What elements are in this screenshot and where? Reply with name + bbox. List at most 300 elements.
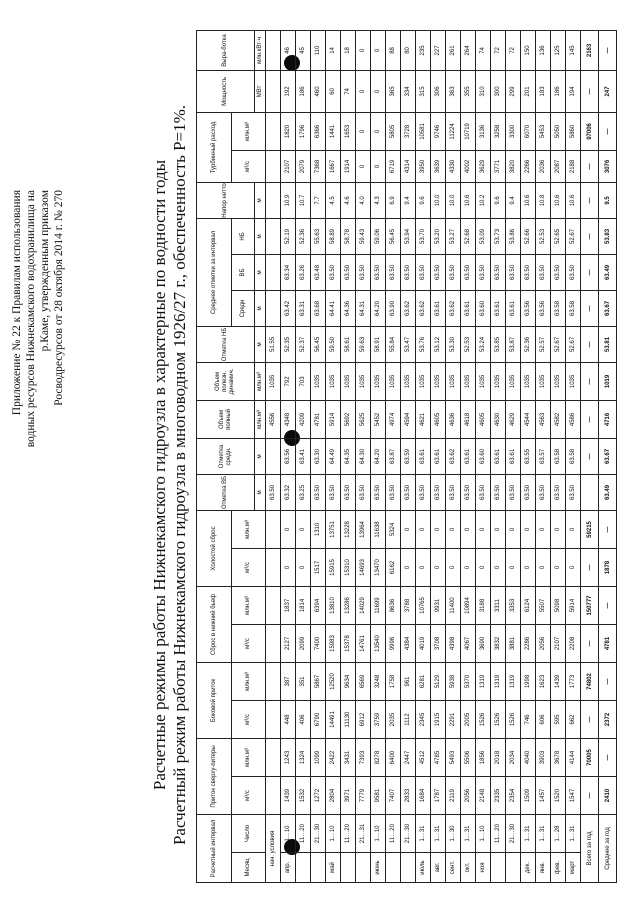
- value-cell: 13751: [326, 510, 341, 548]
- value-cell: 1035: [401, 362, 416, 400]
- value-cell: 0: [371, 30, 386, 70]
- hdr-unit: м: [255, 218, 266, 254]
- value-cell: 63.50: [476, 254, 491, 290]
- value-cell: 0: [521, 510, 536, 548]
- day-cell: 21…30: [311, 815, 326, 853]
- value-cell: 192: [281, 70, 296, 112]
- value-cell: 10.0: [431, 182, 446, 218]
- value-cell: 4621: [416, 400, 431, 438]
- value-cell: 3788: [401, 586, 416, 624]
- day-cell: 21…30: [401, 815, 416, 853]
- value-cell: 4582: [551, 400, 566, 438]
- table-row: [476, 0, 491, 883]
- value-cell: 1035: [266, 362, 281, 400]
- value-cell: 125: [551, 30, 566, 70]
- month-cell: сент.: [446, 853, 461, 883]
- value-cell: 63.32: [281, 474, 296, 510]
- value-cell: 0: [296, 548, 311, 586]
- value-cell: 703: [296, 362, 311, 400]
- value-cell: 5453: [536, 112, 551, 150]
- hdr-avg: Средн: [232, 290, 255, 326]
- value-cell: 14693: [356, 548, 371, 586]
- value-cell: 15983: [326, 624, 341, 662]
- value-cell: 63.50: [521, 474, 536, 510]
- value-cell: 9.4: [506, 182, 521, 218]
- value-cell: 63.50: [551, 474, 566, 510]
- day-cell: 1…31: [431, 815, 446, 853]
- value-cell: 63.62: [401, 290, 416, 326]
- value-cell: 4384: [401, 624, 416, 662]
- value-cell: 56.45: [386, 218, 401, 254]
- value-cell: 4586: [566, 400, 581, 438]
- month-cell: март: [566, 853, 581, 883]
- value-cell: 63.55: [521, 438, 536, 474]
- day-cell: 1…10: [281, 815, 296, 853]
- value-cell: [266, 30, 281, 70]
- value-cell: 58.89: [326, 218, 341, 254]
- hdr-unit: м: [255, 326, 266, 362]
- value-cell: 9634: [341, 662, 356, 700]
- value-cell: 0: [446, 510, 461, 548]
- table-row: [326, 0, 341, 883]
- value-cell: 0: [536, 548, 551, 586]
- value-cell: 53.12: [431, 326, 446, 362]
- value-cell: —: [581, 326, 599, 362]
- value-cell: 63.50: [491, 474, 506, 510]
- value-cell: 6719: [386, 150, 401, 182]
- value-cell: 1526: [491, 701, 506, 739]
- value-cell: 4209: [296, 400, 311, 438]
- value-cell: 1035: [416, 362, 431, 400]
- value-cell: 63.26: [296, 254, 311, 290]
- appendix-note: [10, 190, 66, 490]
- value-cell: 1509: [521, 777, 536, 815]
- value-cell: 63.58: [566, 438, 581, 474]
- value-cell: 306: [431, 70, 446, 112]
- hdr-unit: млн.м³: [232, 510, 266, 548]
- month-cell: [506, 853, 521, 883]
- value-cell: 63.50: [401, 254, 416, 290]
- value-cell: 1243: [281, 739, 296, 777]
- day-cell: 11…20: [296, 815, 311, 853]
- hdr-unit: м: [255, 290, 266, 326]
- hdr-unit: млн.м³: [232, 586, 266, 624]
- value-cell: 3708: [431, 624, 446, 662]
- value-cell: 5860: [566, 112, 581, 150]
- value-cell: 97006: [581, 112, 599, 150]
- value-cell: 4019: [416, 624, 431, 662]
- value-cell: —: [599, 739, 617, 777]
- month-cell: июль: [416, 853, 431, 883]
- value-cell: 53.09: [476, 218, 491, 254]
- value-cell: 15378: [341, 624, 356, 662]
- table-row: [599, 0, 617, 883]
- value-cell: 6281: [416, 662, 431, 700]
- value-cell: 7.7: [311, 182, 326, 218]
- value-cell: 63.50: [416, 474, 431, 510]
- month-cell: июнь: [371, 853, 386, 883]
- value-cell: —: [581, 624, 599, 662]
- value-cell: 6.9: [386, 182, 401, 218]
- value-cell: [266, 290, 281, 326]
- day-cell: 1…30: [446, 815, 461, 853]
- value-cell: 186: [296, 70, 311, 112]
- value-cell: 63.49: [599, 474, 617, 510]
- month-cell: дек.: [521, 853, 536, 883]
- hdr-discharge: Сброс в нижний бьеф: [197, 586, 232, 662]
- value-cell: 53.30: [446, 326, 461, 362]
- hdr-unit: м: [255, 474, 266, 510]
- value-cell: 4330: [446, 150, 461, 182]
- value-cell: 59.06: [371, 218, 386, 254]
- value-cell: 13286: [341, 586, 356, 624]
- value-cell: 5805: [386, 112, 401, 150]
- value-cell: 0: [551, 510, 566, 548]
- value-cell: 2354: [506, 777, 521, 815]
- value-cell: 9.4: [401, 182, 416, 218]
- value-cell: 74: [476, 30, 491, 70]
- value-cell: 7400: [311, 624, 326, 662]
- value-cell: 7779: [356, 777, 371, 815]
- value-cell: 1035: [521, 362, 536, 400]
- value-cell: 10581: [416, 112, 431, 150]
- value-cell: 300: [491, 70, 506, 112]
- value-cell: 363: [446, 70, 461, 112]
- value-cell: 1532: [296, 777, 311, 815]
- value-cell: 63.56: [521, 290, 536, 326]
- value-cell: —: [599, 510, 617, 548]
- hdr-unit: млн.кВт·ч: [255, 30, 266, 70]
- value-cell: 63.50: [536, 254, 551, 290]
- value-cell: 5050: [551, 112, 566, 150]
- value-cell: 63.58: [566, 290, 581, 326]
- value-cell: 351: [296, 662, 311, 700]
- value-cell: 4398: [446, 624, 461, 662]
- value-cell: 14761: [356, 624, 371, 662]
- value-cell: 63.67: [599, 438, 617, 474]
- value-cell: 52.68: [461, 218, 476, 254]
- value-cell: 4563: [536, 400, 551, 438]
- value-cell: 0: [416, 548, 431, 586]
- day-cell: 1…10: [476, 815, 491, 853]
- value-cell: 0: [281, 548, 296, 586]
- value-cell: 2188: [566, 150, 581, 182]
- value-cell: 13470: [371, 548, 386, 586]
- value-cell: 3950: [416, 150, 431, 182]
- value-cell: 11638: [371, 510, 386, 548]
- value-cell: 4556: [266, 400, 281, 438]
- value-cell: 0: [461, 548, 476, 586]
- month-cell: май: [326, 853, 341, 883]
- value-cell: 63.50: [311, 474, 326, 510]
- value-cell: 1517: [311, 548, 326, 586]
- value-cell: 1787: [431, 777, 446, 815]
- value-cell: 63.62: [446, 438, 461, 474]
- value-cell: 1653: [341, 112, 356, 150]
- value-cell: 63.50: [461, 254, 476, 290]
- value-cell: 63.31: [296, 290, 311, 326]
- table-row: [551, 0, 566, 883]
- value-cell: 235: [416, 30, 431, 70]
- value-cell: 6394: [311, 586, 326, 624]
- value-cell: 63.67: [599, 290, 617, 326]
- value-cell: 53.70: [416, 218, 431, 254]
- regime-table: [196, 0, 617, 883]
- value-cell: 8636: [386, 586, 401, 624]
- value-cell: 1526: [506, 701, 521, 739]
- table-row: [506, 0, 521, 883]
- value-cell: 63.50: [521, 254, 536, 290]
- value-cell: 4630: [491, 400, 506, 438]
- value-cell: 0: [566, 548, 581, 586]
- value-cell: 2410: [599, 777, 617, 815]
- value-cell: 1035: [476, 362, 491, 400]
- value-cell: 63.48: [311, 254, 326, 290]
- value-cell: 460: [311, 70, 326, 112]
- value-cell: —: [581, 218, 599, 254]
- value-cell: 0: [356, 70, 371, 112]
- table-row: [266, 0, 281, 883]
- table-row: [281, 0, 296, 883]
- value-cell: 0: [356, 30, 371, 70]
- value-cell: 9996: [386, 624, 401, 662]
- value-cell: 299: [506, 70, 521, 112]
- value-cell: 2345: [416, 701, 431, 739]
- value-cell: 63.49: [599, 254, 617, 290]
- day-cell: 1…31: [461, 815, 476, 853]
- value-cell: 2163: [581, 30, 599, 70]
- value-cell: 1773: [566, 662, 581, 700]
- value-cell: 4605: [476, 400, 491, 438]
- value-cell: 1035: [491, 362, 506, 400]
- value-cell: 63.61: [461, 438, 476, 474]
- value-cell: 1035: [551, 362, 566, 400]
- value-cell: 11699: [371, 586, 386, 624]
- month-cell: [341, 853, 356, 883]
- value-cell: 63.50: [416, 254, 431, 290]
- value-cell: 194: [566, 70, 581, 112]
- value-cell: 2018: [491, 739, 506, 777]
- value-cell: 9.6: [416, 182, 431, 218]
- value-cell: 63.41: [296, 438, 311, 474]
- document-subtitle: Расчетный режим работы Нижнекамского гидроузла в многоводном 1926/27 г., обеспеченность P=1%.: [170, 104, 189, 846]
- value-cell: 14029: [356, 586, 371, 624]
- hdr-unit: м: [255, 438, 266, 474]
- value-cell: 1439: [281, 777, 296, 815]
- day-cell: 11…20: [386, 815, 401, 853]
- value-cell: 9.6: [491, 182, 506, 218]
- value-cell: 55.63: [311, 218, 326, 254]
- hdr-unit: м³/с: [232, 548, 266, 586]
- value-cell: 18: [341, 30, 356, 70]
- value-cell: 1035: [566, 362, 581, 400]
- value-cell: 10.2: [476, 182, 491, 218]
- table-row: [416, 0, 431, 883]
- table-row: [461, 0, 476, 883]
- appendix-line: водных ресурсов Нижнекамского водохранилища на: [25, 190, 37, 448]
- value-cell: 52.36: [521, 326, 536, 362]
- value-cell: 1035: [506, 362, 521, 400]
- hdr-unit: м³/с: [232, 150, 266, 182]
- value-cell: 10719: [461, 112, 476, 150]
- value-cell: 10.6: [521, 182, 536, 218]
- value-cell: 606: [536, 701, 551, 739]
- value-cell: 52.57: [536, 326, 551, 362]
- value-cell: 13540: [371, 624, 386, 662]
- value-cell: 1272: [311, 777, 326, 815]
- value-cell: 1441: [326, 112, 341, 150]
- value-cell: 53.73: [491, 218, 506, 254]
- hdr-level-vb: Отметка ВБ: [197, 474, 255, 510]
- value-cell: 136: [536, 30, 551, 70]
- value-cell: 5507: [536, 586, 551, 624]
- value-cell: 63.50: [386, 254, 401, 290]
- regime-table-body: [266, 0, 617, 883]
- value-cell: 63.61: [491, 438, 506, 474]
- value-cell: 0: [446, 548, 461, 586]
- value-cell: 4594: [401, 400, 416, 438]
- value-cell: 2056: [461, 777, 476, 815]
- value-cell: 1035: [371, 362, 386, 400]
- value-cell: 53.76: [416, 326, 431, 362]
- value-cell: 1035: [431, 362, 446, 400]
- value-cell: 2208: [566, 624, 581, 662]
- table-row: [491, 0, 506, 883]
- value-cell: 46: [281, 30, 296, 70]
- value-cell: 63.50: [371, 254, 386, 290]
- value-cell: 0: [401, 548, 416, 586]
- value-cell: 4636: [446, 400, 461, 438]
- hdr-inflow-upper: Приток сверху-питеры: [197, 739, 232, 815]
- value-cell: 52.67: [566, 218, 581, 254]
- value-cell: 746: [521, 701, 536, 739]
- value-cell: —: [581, 777, 599, 815]
- value-cell: 0: [521, 548, 536, 586]
- value-cell: 334: [401, 70, 416, 112]
- value-cell: 63.50: [326, 254, 341, 290]
- value-cell: 63.61: [506, 438, 521, 474]
- value-cell: 4781: [311, 400, 326, 438]
- value-cell: 387: [281, 662, 296, 700]
- value-cell: 6162: [386, 548, 401, 586]
- value-cell: 1035: [446, 362, 461, 400]
- value-cell: 3188: [476, 586, 491, 624]
- appendix-line: Приложение № 22 к Правилам использования: [11, 190, 23, 416]
- value-cell: 64.35: [341, 438, 356, 474]
- value-cell: 4002: [461, 150, 476, 182]
- value-cell: 0: [371, 150, 386, 182]
- value-cell: 5914: [566, 586, 581, 624]
- value-cell: 63.56: [536, 290, 551, 326]
- value-cell: 63.50: [341, 474, 356, 510]
- value-cell: 4.5: [326, 182, 341, 218]
- value-cell: 63.50: [386, 474, 401, 510]
- value-cell: 10765: [416, 586, 431, 624]
- value-cell: 1035: [536, 362, 551, 400]
- value-cell: 59.63: [356, 326, 371, 362]
- value-cell: 4144: [566, 739, 581, 777]
- value-cell: 63.50: [566, 254, 581, 290]
- row-label: Среднее за год: [599, 815, 617, 883]
- value-cell: —: [581, 254, 599, 290]
- value-cell: 1915: [431, 701, 446, 739]
- value-cell: 53.24: [476, 326, 491, 362]
- value-cell: 3311: [491, 586, 506, 624]
- value-cell: 2056: [536, 624, 551, 662]
- value-cell: 6366: [311, 112, 326, 150]
- value-cell: 2036: [536, 150, 551, 182]
- hdr-unit: м³/с: [232, 777, 266, 815]
- value-cell: 1814: [296, 586, 311, 624]
- value-cell: 4.3: [371, 182, 386, 218]
- value-cell: 4067: [461, 624, 476, 662]
- value-cell: 4785: [431, 739, 446, 777]
- value-cell: 3076: [599, 150, 617, 182]
- value-cell: 15310: [341, 548, 356, 586]
- value-cell: 63.50: [356, 474, 371, 510]
- value-cell: 63.50: [341, 254, 356, 290]
- value-cell: 0: [476, 548, 491, 586]
- value-cell: 2422: [326, 739, 341, 777]
- month-cell: [311, 853, 326, 883]
- value-cell: 63.50: [506, 474, 521, 510]
- month-cell: апр.: [281, 853, 296, 883]
- value-cell: 0: [431, 510, 446, 548]
- value-cell: 2266: [521, 150, 536, 182]
- value-cell: 4781: [599, 624, 617, 662]
- value-cell: 4544: [521, 400, 536, 438]
- value-cell: 63.60: [476, 290, 491, 326]
- value-cell: 52.66: [521, 218, 536, 254]
- hdr-unit: м: [255, 254, 266, 290]
- value-cell: 1310: [311, 510, 326, 548]
- value-cell: [266, 112, 281, 150]
- value-cell: 365: [386, 70, 401, 112]
- value-cell: 2291: [446, 701, 461, 739]
- value-cell: —: [581, 400, 599, 438]
- value-cell: 53.47: [401, 326, 416, 362]
- value-cell: 3903: [536, 739, 551, 777]
- value-cell: 3678: [551, 739, 566, 777]
- value-cell: 1035: [386, 362, 401, 400]
- value-cell: 63.60: [476, 438, 491, 474]
- value-cell: 3881: [506, 624, 521, 662]
- table-row: [371, 0, 386, 883]
- value-cell: 355: [461, 70, 476, 112]
- value-cell: 63.50: [356, 254, 371, 290]
- value-cell: 52.36: [296, 218, 311, 254]
- value-cell: 4605: [431, 400, 446, 438]
- value-cell: [266, 254, 281, 290]
- value-cell: [266, 218, 281, 254]
- month-cell: [386, 853, 401, 883]
- table-row: [431, 0, 446, 883]
- value-cell: 2804: [326, 777, 341, 815]
- value-cell: 63.50: [401, 474, 416, 510]
- value-cell: —: [599, 30, 617, 70]
- value-cell: 58.61: [341, 326, 356, 362]
- hdr-energy: Выра-ботка: [197, 30, 255, 70]
- value-cell: 261: [446, 30, 461, 70]
- value-cell: 63.50: [326, 474, 341, 510]
- value-cell: 58.91: [371, 326, 386, 362]
- value-cell: 45: [296, 30, 311, 70]
- value-cell: 74802: [581, 662, 599, 700]
- value-cell: 186: [551, 70, 566, 112]
- value-cell: 2107: [551, 624, 566, 662]
- value-cell: 1998: [521, 662, 536, 700]
- value-cell: —: [581, 70, 599, 112]
